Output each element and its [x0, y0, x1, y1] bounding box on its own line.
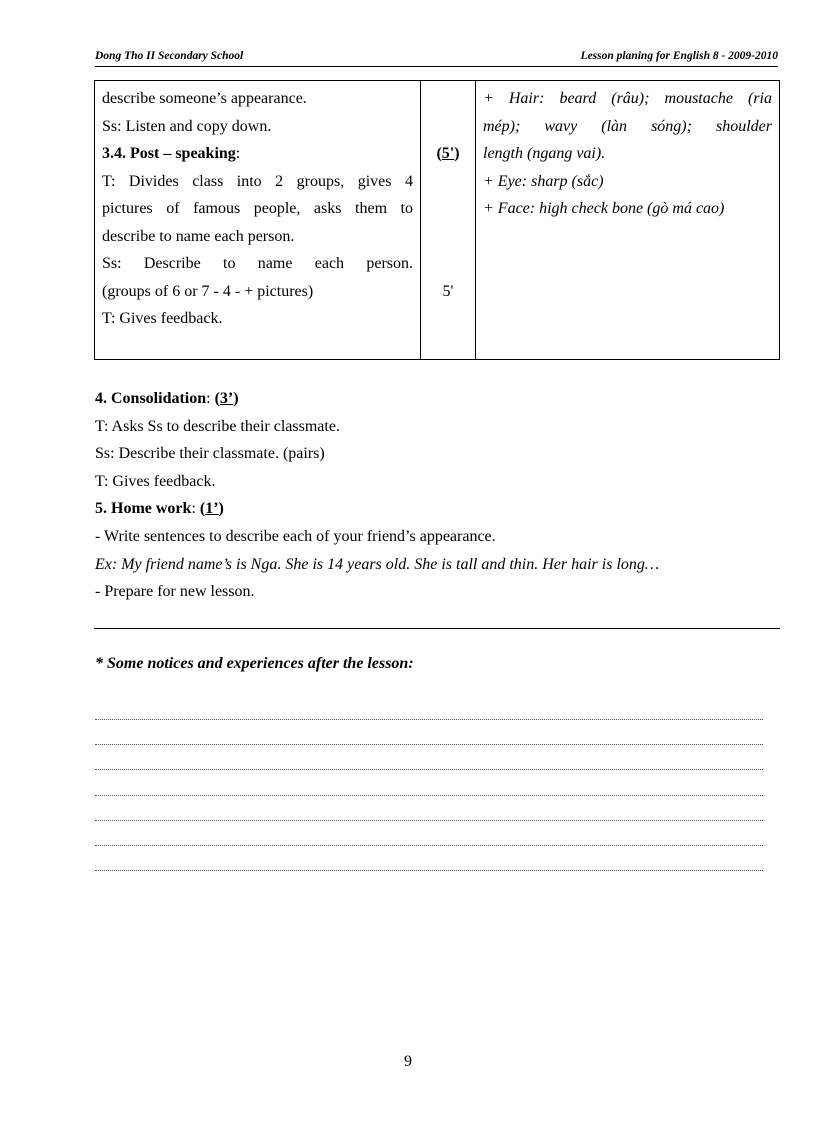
homework-example: Ex: My friend name’s is Nga. She is 14 years old. She is tall and thin. Her hair is long…: [95, 555, 660, 573]
notices-title: Some notices and experiences after the lesson: [107, 655, 409, 672]
school-name: Dong Tho II Secondary School: [95, 50, 244, 62]
vocab-line: + Eye: sharp (sắc): [483, 172, 604, 190]
consolidation-line: Ss: Describe their classmate. (pairs): [95, 445, 325, 463]
blank-line: [95, 821, 763, 846]
vocab-line: + Hair: beard (râu); moustache (ria: [483, 90, 772, 107]
consolidation-line: T: Gives feedback.: [95, 472, 216, 490]
time-cell: [421, 81, 476, 360]
activity-time: 5': [442, 282, 454, 300]
procedure-line: T: Gives feedback.: [102, 310, 223, 327]
notes-cell: [476, 81, 780, 360]
divider: [94, 628, 780, 629]
lesson-table: [94, 80, 780, 360]
homework-time: 1’: [205, 500, 219, 518]
homework-line: - Prepare for new lesson.: [95, 583, 255, 601]
homework-heading: 5. Home work: (1’): [95, 500, 224, 518]
procedure-line: (groups of 6 or 7 - 4 - + pictures): [102, 282, 314, 300]
vocab-line: length (ngang vai).: [483, 145, 606, 162]
procedure-line: Ss: Describe to name each person.: [102, 255, 413, 272]
table-row: [95, 81, 780, 360]
notices-heading: * Some notices and experiences after the lesson:: [95, 655, 414, 672]
post-speaking-time: (5'): [436, 145, 460, 162]
procedure-cell: [95, 81, 421, 360]
homework-line: - Write sentences to describe each of your friend’s appearance.: [95, 527, 496, 545]
consolidation-time: 3’: [219, 390, 234, 407]
lesson-plan-title: Lesson planing for English 8 - 2009-2010: [580, 50, 778, 62]
notes-blank-lines: [95, 705, 763, 871]
procedure-line: Ss: Listen and copy down.: [102, 117, 272, 135]
post-speaking-colon: :: [235, 145, 241, 162]
procedure-line: T: Divides class into 2 groups, gives 4: [102, 172, 413, 190]
consolidation-homework-section: [95, 385, 779, 606]
blank-line: [95, 705, 763, 720]
post-speaking-title: 3.4. Post – speaking: [102, 145, 236, 162]
blank-line: [95, 846, 763, 871]
page-header: [95, 50, 778, 67]
procedure-line: pictures of famous people, asks them to: [102, 200, 413, 217]
page-number: 9: [404, 1053, 412, 1070]
vocab-line: + Face: high check bone (gò má cao): [483, 200, 725, 217]
blank-line: [95, 720, 763, 745]
procedure-line: describe someone’s appearance.: [102, 90, 307, 107]
vocab-line: mép); wavy (làn sóng); shoulder: [483, 117, 772, 135]
consolidation-heading: 4. Consolidation: (3’): [95, 390, 239, 407]
consolidation-line: T: Asks Ss to describe their classmate.: [95, 417, 340, 435]
blank-line: [95, 796, 763, 821]
blank-line: [95, 745, 763, 770]
procedure-line: describe to name each person.: [102, 227, 295, 245]
post-speaking-heading: [102, 140, 413, 168]
blank-line: [95, 770, 763, 795]
